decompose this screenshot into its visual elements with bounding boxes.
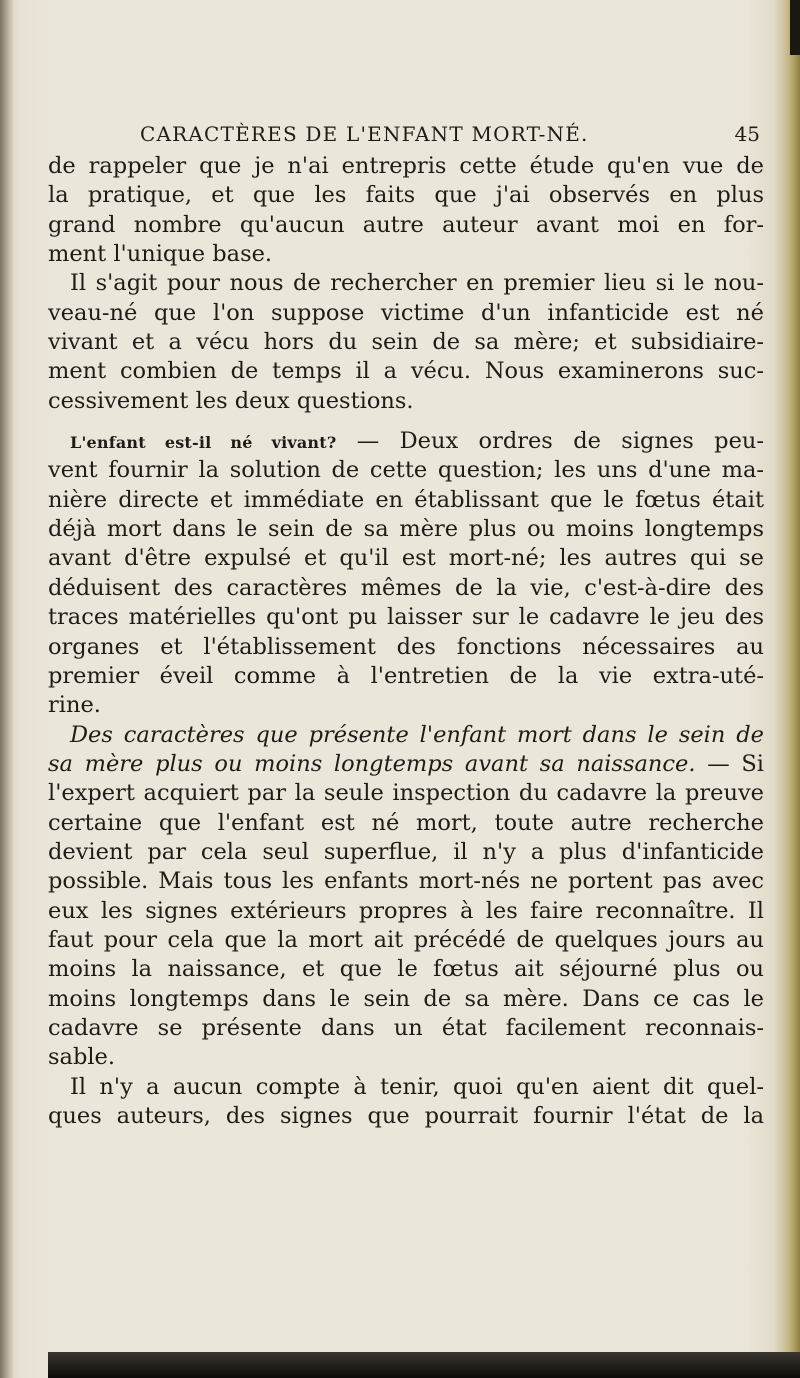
- text-line: avant d'être expulsé et qu'il est mort-né; les autres qui se: [48, 545, 764, 572]
- text-line: nière directe et immédiate en établissant que le fœtus était: [48, 486, 764, 513]
- text-line: faut pour cela que la mort ait précédé de quelques jours au: [48, 926, 764, 953]
- header-title: CARACTÈRES DE L'ENFANT MORT-NÉ.: [140, 122, 589, 146]
- text-line: déduisent des caractères mêmes de la vie, c'est-à-dire des: [48, 574, 764, 601]
- text-line: eux les signes extérieurs propres à les faire reconnaître. Il: [48, 897, 764, 924]
- running-header: [140, 118, 760, 152]
- text-line: devient par cela seul superflue, il n'y a plus d'infanticide: [48, 838, 764, 865]
- section-heading-line: [48, 427, 764, 456]
- section-heading-continued: sa mère plus ou moins longtemps avant sa naissance.: [48, 750, 696, 777]
- page-number: 45: [734, 122, 760, 146]
- page-edge: [774, 0, 800, 1378]
- text-line: ques auteurs, des signes que pourrait fournir l'état de la: [48, 1103, 764, 1129]
- text-line: cadavre se présente dans un état facilement reconnais-: [48, 1014, 764, 1041]
- text-line: déjà mort dans le sein de sa mère plus ou moins longtemps: [48, 516, 764, 543]
- text-line: possible. Mais tous les enfants mort-nés ne portent pas avec: [48, 868, 764, 895]
- text-line: Il s'agit pour nous de rechercher en premier lieu si le nou-: [70, 270, 764, 297]
- section-heading-continuation: — Deux ordres de signes peu-: [336, 428, 764, 455]
- section-heading: L'enfant est-il né vivant?: [70, 433, 337, 453]
- text-line: grand nombre qu'aucun autre auteur avant moi en for-: [48, 211, 764, 238]
- text-line: l'expert acquiert par la seule inspection du cadavre la preuve: [48, 780, 764, 807]
- section-heading-continuation: — Si: [695, 750, 764, 777]
- section-heading: Des caractères que présente l'enfant mort dans le sein de: [70, 721, 764, 748]
- body-text: [48, 152, 764, 1131]
- text-line: cessivement les deux questions.: [48, 387, 414, 414]
- text-line: certaine que l'enfant est né mort, toute autre recherche: [48, 809, 764, 836]
- binding-shadow: [0, 0, 14, 1378]
- text-line: moins la naissance, et que le fœtus ait séjourné plus ou: [48, 956, 764, 983]
- text-line: vent fournir la solution de cette question; les uns d'une ma-: [48, 457, 764, 484]
- text-line: premier éveil comme à l'entretien de la vie extra-uté-: [48, 662, 764, 689]
- text-line: moins longtemps dans le sein de sa mère. Dans ce cas le: [48, 985, 764, 1012]
- section-gap: [48, 416, 764, 427]
- text-line: organes et l'établissement des fonctions nécessaires au: [48, 633, 764, 660]
- text-line: veau-né que l'on suppose victime d'un infanticide est né: [48, 299, 764, 326]
- text-line: vivant et a vécu hors du sein de sa mère; et subsidiaire-: [48, 329, 764, 356]
- text-line: de rappeler que je n'ai entrepris cette étude qu'en vue de: [48, 153, 764, 179]
- text-line: la pratique, et que les faits que j'ai observés en plus: [48, 182, 764, 209]
- text-line: rine.: [48, 692, 101, 719]
- edge-mark: [790, 0, 800, 55]
- text-line: ment combien de temps il a vécu. Nous examinerons suc-: [48, 358, 764, 385]
- text-line: ment l'unique base.: [48, 241, 273, 268]
- bottom-shadow: [48, 1352, 800, 1378]
- text-line: Il n'y a aucun compte à tenir, quoi qu'en aient dit quel-: [70, 1073, 764, 1100]
- section-heading-line: [48, 750, 764, 779]
- text-line: traces matérielles qu'ont pu laisser sur le cadavre le jeu des: [48, 604, 764, 631]
- text-line: sable.: [48, 1044, 116, 1071]
